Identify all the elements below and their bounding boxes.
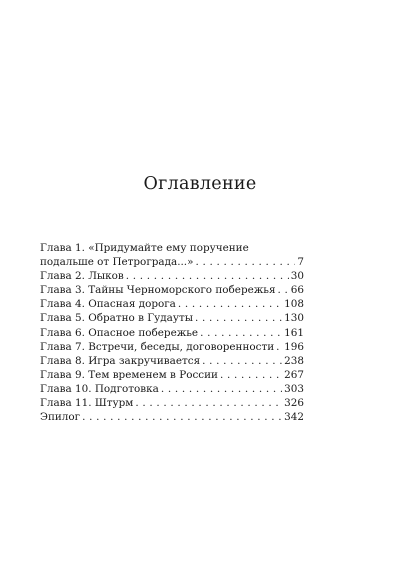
toc-entry-title: Глава 9. Тем временем в России <box>40 368 218 381</box>
toc-entry-page: 238 <box>284 354 304 367</box>
toc-entry-title-line1: Глава 1. «Придумайте ему поручение <box>40 242 249 254</box>
toc-entry-title: Глава 5. Обратно в Гудауты <box>40 312 193 325</box>
toc-entry-title: Глава 8. Игра закручивается <box>40 354 201 367</box>
toc-entry-chapter-5 <box>40 311 304 325</box>
toc-entry-page: 161 <box>284 326 304 339</box>
toc-entry-chapter-4 <box>40 297 304 311</box>
toc-entry-title: Глава 7. Встречи, беседы, договоренности <box>40 340 275 353</box>
table-of-contents <box>40 241 304 424</box>
toc-entry-chapter-8 <box>40 354 304 368</box>
toc-entry-title: Глава 10. Подготовка <box>40 382 159 395</box>
toc-entry-title: Глава 2. Лыков <box>40 270 124 283</box>
toc-entry-title: Глава 3. Тайны Черноморского побережья <box>40 284 276 297</box>
toc-leader-dots <box>278 283 289 297</box>
toc-entry-page: 108 <box>284 298 304 311</box>
toc-entry-epilogue <box>40 410 304 424</box>
toc-entry-page: 130 <box>284 312 304 325</box>
toc-entry-chapter-10 <box>40 382 304 396</box>
toc-entry-page: 342 <box>284 411 304 424</box>
toc-entry-page: 303 <box>284 382 304 395</box>
toc-leader-dots <box>195 255 295 269</box>
toc-entry-page: 7 <box>297 256 304 269</box>
toc-leader-dots <box>200 326 282 340</box>
toc-entry-title: Эпилог <box>40 411 81 424</box>
toc-leader-dots <box>276 340 282 354</box>
toc-entry-chapter-7 <box>40 340 304 354</box>
toc-entry-chapter-11 <box>40 396 304 410</box>
toc-entry-chapter-3 <box>40 283 304 297</box>
toc-leader-dots <box>202 354 282 368</box>
toc-entry-title: Глава 6. Опасное побережье <box>40 326 199 339</box>
toc-leader-dots <box>161 382 282 396</box>
toc-entry-title: подальше от Петрограда...» <box>40 256 194 269</box>
toc-entry-page: 66 <box>290 284 304 297</box>
toc-leader-dots <box>195 311 282 325</box>
toc-entry-chapter-2 <box>40 269 304 283</box>
toc-entry-title: Глава 11. Штурм <box>40 397 134 410</box>
page-title: Оглавление <box>143 174 257 194</box>
toc-entry-page: 267 <box>284 368 304 381</box>
toc-entry-chapter-9 <box>40 368 304 382</box>
toc-leader-dots <box>135 396 282 410</box>
toc-leader-dots <box>178 297 282 311</box>
toc-entry-chapter-1 <box>40 241 304 269</box>
toc-leader-dots <box>220 368 282 382</box>
toc-leader-dots <box>82 410 282 424</box>
toc-entry-chapter-6 <box>40 326 304 340</box>
toc-entry-title: Глава 4. Опасная дорога <box>40 298 176 311</box>
toc-entry-page: 326 <box>284 397 304 410</box>
toc-leader-dots <box>126 269 289 283</box>
toc-entry-page: 196 <box>284 340 304 353</box>
toc-entry-page: 30 <box>290 270 304 283</box>
